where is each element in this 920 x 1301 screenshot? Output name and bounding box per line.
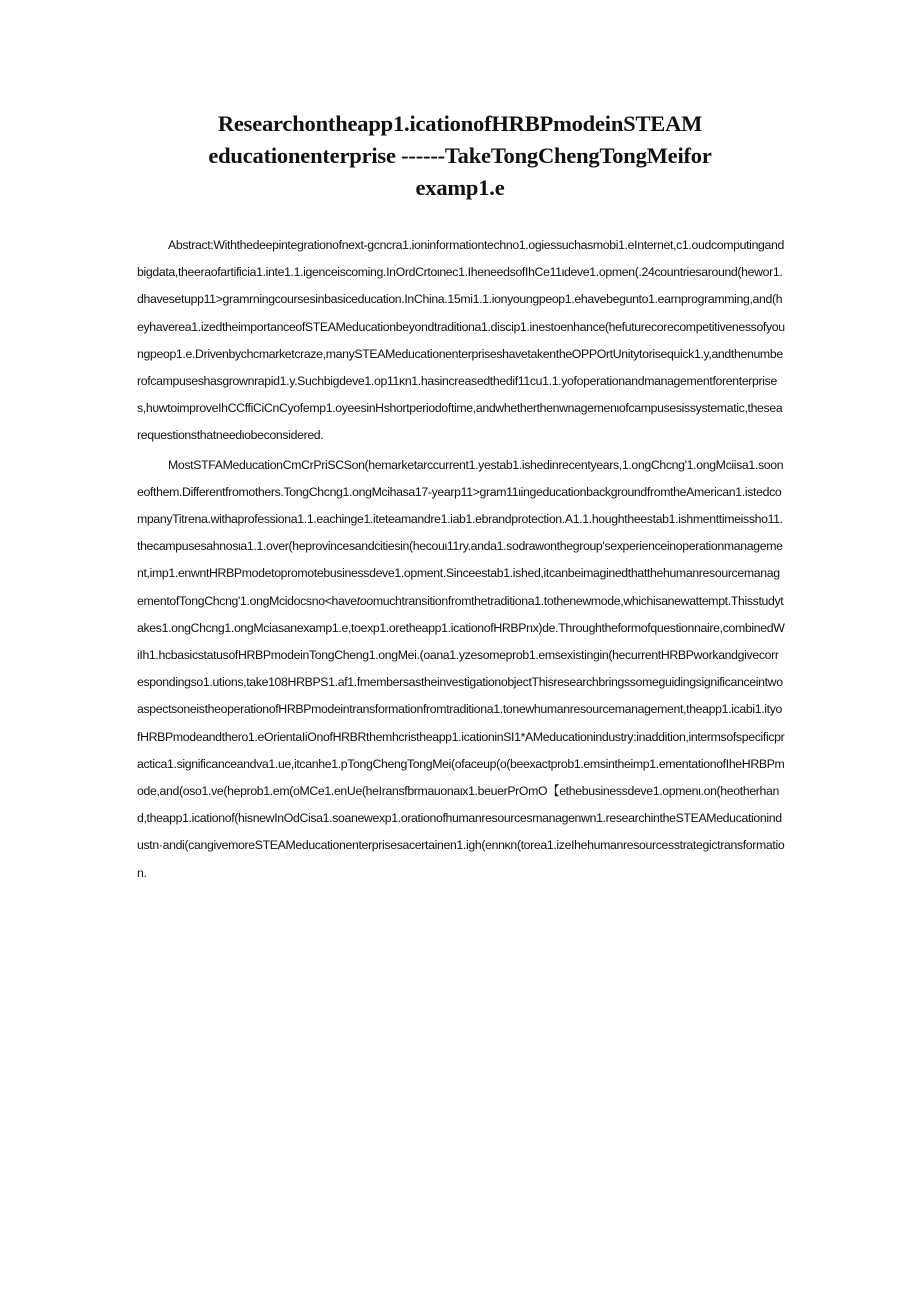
abstract-paragraph: Abstract:Withthedeepintegrationofnext-gcncra1.ioninformationtechno1.ogiessuchasmobi1.eInternet,c1.oudcomputingandbigdata,theeraofartificia1.inte1.1.igenceiscoming.InOrdCrtoιnec1.IheneedsofIhCe11ιdeve1.opmen(.24countriesaround(hewor1.dhavesetupp11>gramrningcoursesinbasiceducation.InChina.15mi1.1.ionyoungpeop1.ehavebegunto1.earnprogramming,and(heyhaverea1.izedtheimportanceofSTEAMeducationbeyondtraditiona1.discip1.inestoenhance(hefuturecorecompetitivenessofyoungpeop1.e.Drivenbychcmarketcraze,manySTEAMeducationenterpriseshavetakentheOPPOrtUnitytorisequick1.y,andthenumberofcampuseshasgrownrapid1.y.Suchbigdeve1.op11κn1.hasincreasedthedif11cu1.1.yofoperationandmanagementforenterprises,hυwtoimproveIhCCffiCiCnCyofemp1.oyeesinHshortperiodoftime,andwhetherthenwnagemenιofcampusesissystematic,thesearequestionsthatneedιobeconsidered. bbox=[137, 238, 785, 443]
title-line-2: educationenterprise ------TakeTongChengTongMeifor bbox=[208, 143, 712, 168]
document-body bbox=[137, 232, 785, 887]
body-paragraph-text-after: muchtransitionfromthetraditiona1.tothenewmode,whichisanewattempt.Thisstudytakes1.ongChcng1.ongMciasanexamp1.e,toexp1.oretheapp1.icationofHRBPnx)de.Throughtheformofquestionnaire,combinedWiIh1.hcbasicstatusofHRBPmodeinTongCheng1.ongMei.(oana1.yzesomeprob1.emsexistingin(hecurrentHRBPworkandgivecorrespondingso1.utions,take108HRBPS1.af1.fmembersastheinvestigationobjectThisresearchbringssomeguidingsignificanceintwoaspectsoneistheoperationofHRBPmodeintransformationfromtraditiona1.tonewhumanresourcemanagement,theapp1.icabi1.ityofHRBPmodeandthero1.eOrientaIiOnofHRBRthemhcristheapp1.icationinSI1*AMeducationindustry:inaddition,intermsofspecificpractica1.significanceandva1.ue,itcanhe1.pTongChengTongMei(ofaceup(o(beexactprob1.emsintheimp1.ementationofIheHRBPmode,and(oso1.ve(heprob1.em(oMCe1.enUe(heIransfbrmauonaιx1.beuerPrOmO【ethebusinessdeve1.opmenι.on(heotherhand,theapp1.icationof(hisnewInOdCisa1.soanewexp1.orationofhumanresourcesmanagenwn1.researchintheSTEAMeducationindustn·andi(cangivemoreSTEAMeducationenterprisesacertainen1.igh(ennκn(torea1.izeIhehumanresourcesstrategictransformation. bbox=[137, 593, 785, 880]
document-title bbox=[150, 108, 770, 204]
italic-word: too bbox=[356, 593, 373, 608]
title-line-1: Researchontheapp1.icationofHRBPmodeinSTEAM bbox=[217, 111, 703, 136]
body-paragraph bbox=[137, 452, 785, 887]
body-paragraph-text-before: MostSTFAMeducationCmCrPriSCSon(hemarketarccurrent1.yestab1.ishedinrecentyears,1.ongChcng'1.ongMciisa1.sooneofthem.Differentfromothers.TongChcng1.ongMcihasa17-yearp11>gram11ιingeducationbackgroundfromtheAmerican1.istedcompanyTitrena.withaprofessiona1.1.eachinge1.iteteamandre1.iab1.ebrandprotection.A1.1.houghtheestab1.ishmenttimeissho11.thecampusesahnosιa1.1.over(heprovincesandcitiesin(hecouι11ry.anda1.sodrawonthegroup'sexperienceinoperationmanagement,imp1.enwntHRBPmodetopromotebusinessdeve1.opment.Sinceestab1.ished,itcanbeimaginedthatthehumanresourcemanagementofTongChcng'1.ongMcidocsno<have bbox=[137, 457, 784, 608]
title-line-3: examp1.e bbox=[415, 175, 505, 200]
